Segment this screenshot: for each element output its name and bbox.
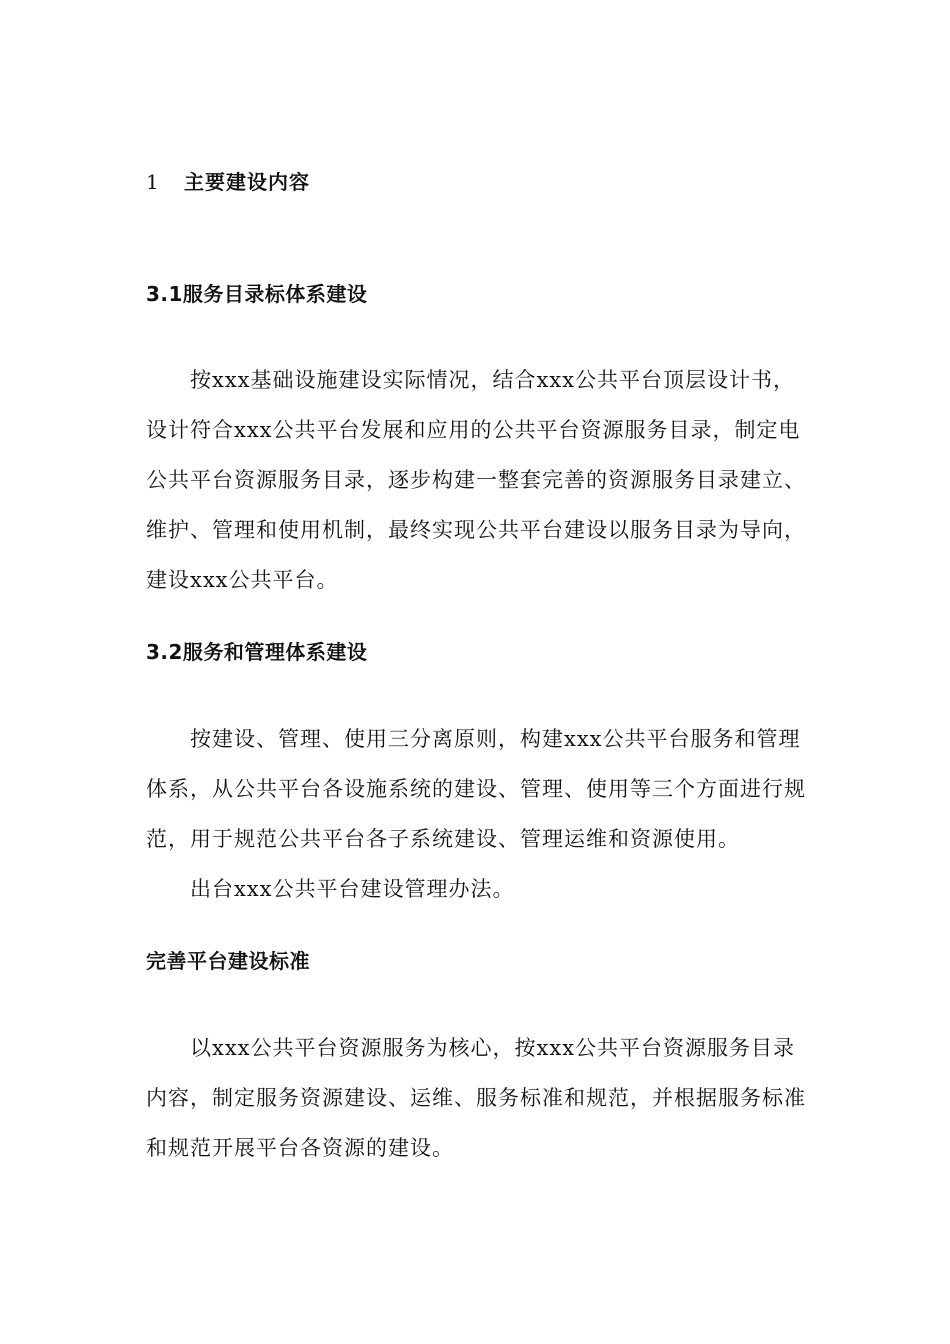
section-3-2-paragraph: 按建设、管理、使用三分离原则，构建xxx公共平台服务和管理体系，从公共平台各设施系统的建设、管理、使用等三个方面进行规范，用于规范公共平台各子系统建设、管理运维和资源使用。 — [146, 727, 806, 851]
chapter-title: 主要建设内容 — [184, 170, 310, 194]
section-3-2-paragraph-2: 出台xxx公共平台建设管理办法。 — [190, 877, 515, 901]
section-heading-standards: 完善平台建设标准 — [146, 949, 310, 973]
section-heading-3-1: 3.1服务目录标体系建设 — [146, 282, 368, 306]
section-heading-3-2: 3.2服务和管理体系建设 — [146, 640, 368, 664]
section-standards-paragraph: 以xxx公共平台资源服务为核心，按xxx公共平台资源服务目录内容，制定服务资源建设、运维、服务标准和规范，并根据服务标准和规范开展平台各资源的建设。 — [146, 1036, 806, 1160]
section-3-1-paragraph: 按xxx基础设施建设实际情况，结合xxx公共平台顶层设计书，设计符合xxx公共平台发展和应用的公共平台资源服务目录，制定电公共平台资源服务目录，逐步构建一整套完善的资源服务目录建立、维护、管理和使用机制，最终实现公共平台建设以服务目录为导向，建设xxx公共平台。 — [146, 368, 806, 592]
chapter-number: 1 — [146, 170, 160, 194]
chapter-heading — [146, 166, 310, 195]
